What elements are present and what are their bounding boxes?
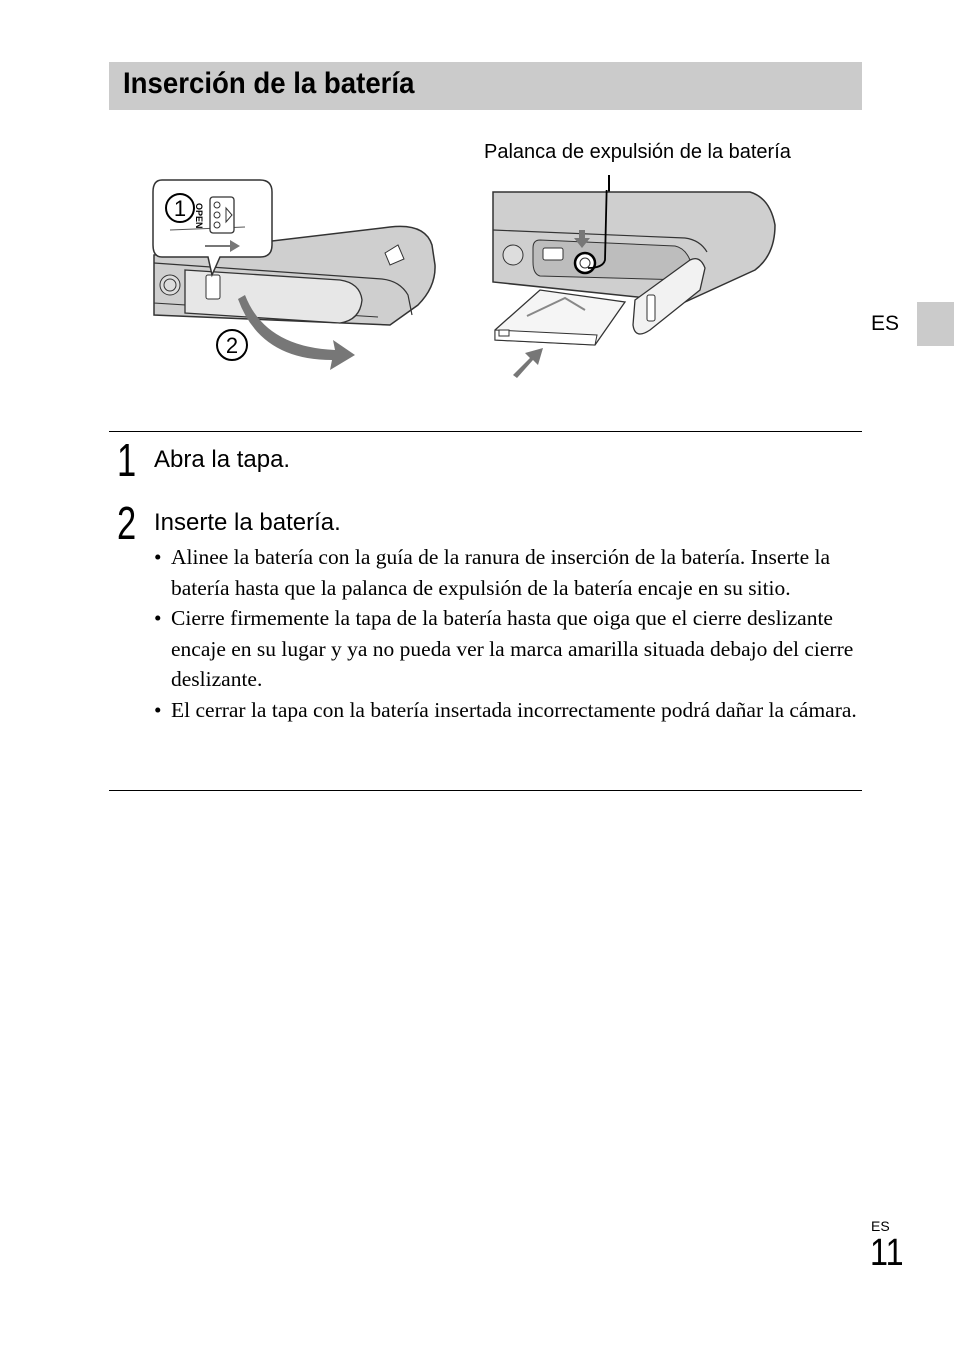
top-divider — [109, 431, 862, 432]
eject-lever-callout: Palanca de expulsión de la batería — [484, 141, 791, 163]
marker-2: 2 — [225, 333, 239, 358]
step-2-number: 2 — [117, 497, 137, 549]
section-title-bar — [109, 62, 862, 110]
bullet-item — [154, 603, 864, 695]
bullet-item — [154, 695, 864, 726]
marker-1: 1 — [173, 196, 187, 221]
bullet-item — [154, 542, 864, 603]
bottom-divider — [109, 790, 862, 791]
bullet-icon: • — [154, 606, 162, 630]
step-1-title: Abra la tapa. — [154, 446, 291, 473]
bullet-text: Alinee la batería con la guía de la ranura de inserción de la batería. Inserte la batería hasta que la palanca de expulsión de la batería encaje en su sitio. — [171, 545, 831, 600]
language-side-tab — [917, 302, 954, 346]
step-1-number: 1 — [117, 434, 137, 486]
step-2-title: Inserte la batería. — [154, 509, 341, 536]
bullet-text: El cerrar la tapa con la batería insertada incorrectamente podrá dañar la cámara. — [171, 697, 857, 722]
page-number: 11 — [870, 1232, 904, 1274]
bullet-icon: • — [154, 545, 162, 569]
bullet-icon: • — [154, 697, 162, 722]
section-title: Inserción de la batería — [123, 67, 415, 100]
footer-language: ES — [871, 1218, 890, 1234]
open-cover-illustration — [150, 175, 450, 375]
bullet-text: Cierre firmemente la tapa de la batería hasta que oiga que el cierre deslizante encaje en su lugar y ya no pueda ver la marca amarilla situada debajo del cierre deslizante. — [171, 606, 854, 691]
open-label: OPEN — [194, 203, 204, 229]
language-side-label: ES — [871, 312, 900, 335]
insert-battery-illustration — [485, 190, 785, 380]
step-2-bullet-list — [154, 542, 864, 725]
